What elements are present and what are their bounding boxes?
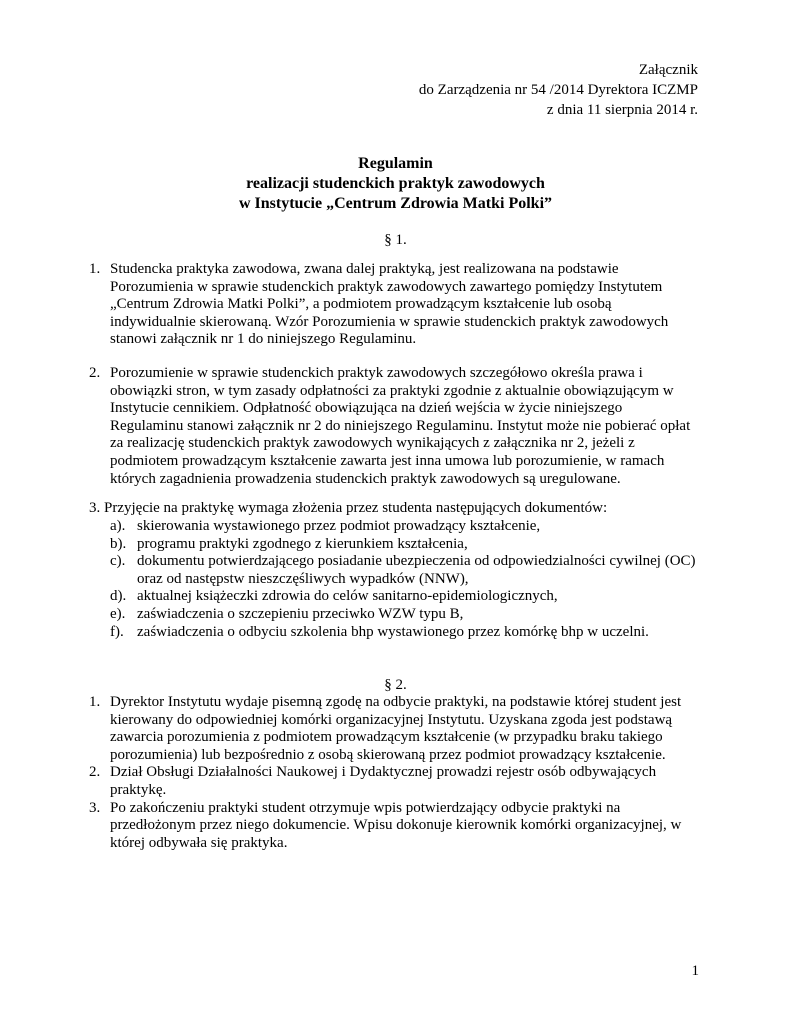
document-title [0,154,791,214]
page-number: 1 [691,963,699,979]
list-item-text: aktualnej książeczki zdrowia do celów sanitarno-epidemiologicznych, [137,588,558,605]
title-line-2: realizacji studenckich praktyk zawodowych [246,175,545,192]
section-2-mark: § 2. [384,677,407,693]
item-number: 2. [89,764,101,781]
section-2-item-3 [89,800,699,853]
list-item [110,606,700,624]
section-2-item-1 [89,694,699,764]
list-item-text: programu praktyki zgodnego z kierunkiem kształcenia, [137,535,468,552]
item-text: Studencka praktyka zawodowa, zwana dalej praktyką, jest realizowana na podstawie Porozumienia w sprawie studenckich praktyk zawodowych zawartego pomiędzy Instytutem „Centrum Zdrowia Matki Polki”, a podmiotem prowadzącym kształcenie lub osobą indywidualnie skierowaną. Wzór Porozumienia w sprawie studenckich praktyk zawodowych stanowi załącznik nr 1 do niniejszego Regulaminu. [110,261,669,348]
list-item [110,536,700,554]
list-item-letter: f). [110,623,124,640]
attachment-order-reference: do Zarządzenia nr 54 /2014 Dyrektora ICZMP [418,82,698,98]
section-2-item-2 [89,764,699,799]
item-text: Po zakończeniu praktyki student otrzymuje wpis potwierdzający odbycie praktyki na przedłożonym przez niego dokumencie. Wpisu dokonuje kierownik komórki organizacyjnej, w której odbywała się praktyka. [110,799,682,851]
list-item-letter: e). [110,605,126,622]
list-item-text: zaświadczenia o szczepieniu przeciwko WZW typu B, [137,605,464,622]
attachment-header [419,60,698,120]
list-item [110,518,700,536]
item-text: Dyrektor Instytutu wydaje pisemną zgodę na odbycie praktyki, na podstawie której student jest kierowany do odpowiedniej komórki organizacyjnej Instytutu. Uzyskana zgoda jest podstawą zawarcia porozumienia z podmiotem prowadzącym kształcenie (w przypadku braku takiego porozumienia) lub bezpośrednio z osobą skierowaną przez podmiot prowadzący kształcenie. [110,694,682,763]
list-item-text: dokumentu potwierdzającego posiadanie ubezpieczenia od odpowiedzialności cywilnej (OC) oraz od następstw nieszczęśliwych wypadków (NNW), [137,553,696,587]
section-1-item-1 [89,261,699,349]
item-text: Porozumienie w sprawie studenckich praktyk zawodowych szczegółowo określa prawa i obowiązki stron, w tym zasady odpłatności za praktyki zgodnie z aktualnie obowiązującym w Instytucie cennikiem. Odpłatność obowiązująca na dzień wejścia w życie niniejszego Regulaminu stanowi załącznik nr 2 do niniejszego Regulaminu. Instytut może nie pobierać opłat za realizację studenckich praktyk zawodowych wynikających z załącznika nr 2, jeżeli z podmiotem prowadzącym kształcenie zawarta jest inna umowa lub porozumienie, w ramach których zagadnienia prowadzenia studenckich praktyk zawodowych są uregulowane. [110,365,691,487]
list-item-letter: c). [110,553,126,570]
item-text: Dział Obsługi Działalności Naukowej i Dydaktycznej prowadzi rejestr osób odbywających praktykę. [110,764,657,798]
section-2-list [89,694,699,852]
list-item-letter: a). [110,518,126,534]
list-item [110,553,700,588]
item-number: 1. [89,261,101,277]
section-1-mark: § 1. [384,232,407,248]
section-1-item-3-intro: 3. Przyjęcie na praktykę wymaga złożenia przez studenta następujących dokumentów: [89,500,608,516]
title-line-3: w Instytucie „Centrum Zdrowia Matki Polki” [238,195,553,212]
item-number: 2. [89,365,101,381]
list-item-letter: b). [110,535,127,552]
title-line-1: Regulamin [358,155,433,172]
list-item-letter: d). [110,588,127,605]
item-number: 1. [89,694,101,710]
attachment-label: Załącznik [638,62,698,78]
required-documents-list [110,518,700,641]
item-number: 3. [89,799,101,816]
list-item [110,588,700,606]
attachment-date: z dnia 11 sierpnia 2014 r. [546,102,698,118]
list-item-text: zaświadczenia o odbyciu szkolenia bhp wystawionego przez komórkę bhp w uczelni. [137,623,649,640]
section-1-item-2 [89,365,699,488]
list-item [110,624,700,642]
list-item-text: skierowania wystawionego przez podmiot prowadzący kształcenie, [137,518,541,534]
